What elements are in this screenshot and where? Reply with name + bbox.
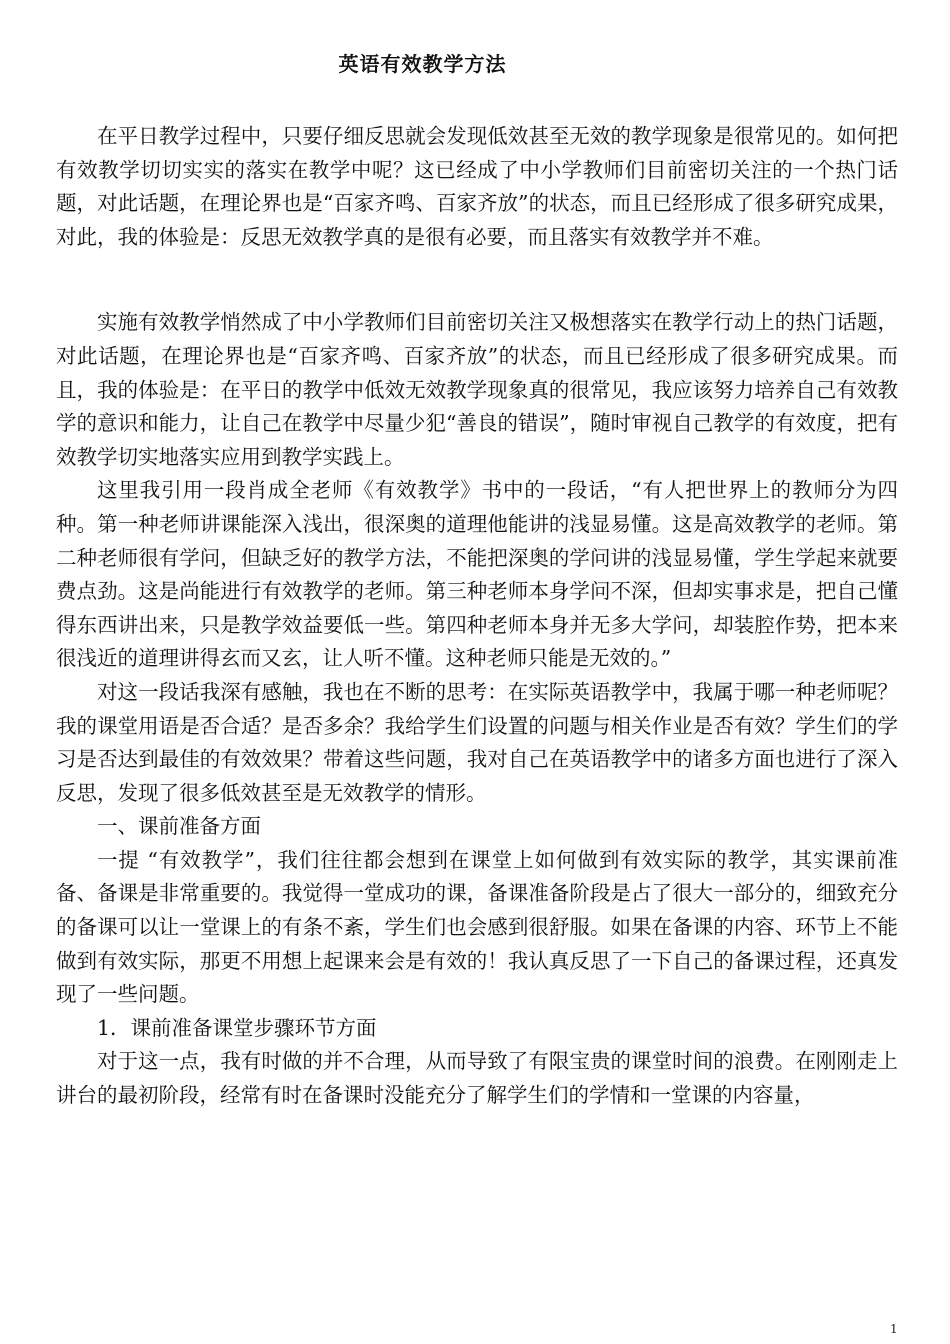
page-number: 1: [890, 1322, 898, 1336]
paragraph-preparation: 一提 “有效教学”，我们往往都会想到在课堂上如何做到有效实际的教学，其实课前准备、备课是非常重要的。我觉得一堂成功的课，备课准备阶段是占了很大一部分的，细致充分的备课可以让一堂课上的有条不紊，学生们也会感到很舒服。如果在备课的内容、环节上不能做到有效实际，那更不用想上起课来会是有效的！我认真反思了一下自己的备课过程，还真发现了一些问题。: [56, 847, 898, 1007]
paragraph-effective-teaching: 实施有效教学悄然成了中小学教师们目前密切关注又极想落实在教学行动上的热门话题，对此话题，在理论界也是“百家齐鸣、百家齐放”的状态，而且已经形成了很多研究成果。而且，我的体验是：在平日的教学中低效无效教学现象真的很常见，我应该努力培养自己有效教学的意识和能力，让自己在教学中尽量少犯“善良的错误”，随时审视自己教学的有效度，把有效教学切实地落实应用到教学实践上。: [56, 310, 898, 469]
section-heading-preparation: 一、课前准备方面: [97, 814, 261, 839]
document-body: [56, 120, 898, 1113]
paragraph-quote: 这里我引用一段肖成全老师《有效教学》书中的一段话，“有人把世界上的教师分为四种。第一种老师讲课能深入浅出，很深奥的道理他能讲的浅显易懂。这是高效教学的老师。第二种老师很有学问，但缺乏好的教学方法，不能把深奥的学问讲的浅显易懂，学生学起来就要费点劲。这是尚能进行有效教学的老师。第三种老师本身学问不深，但却实事求是，把自己懂得东西讲出来，只是教学效益要低一些。第四种老师本身并无多大学问，却装腔作势，把本来很浅近的道理讲得玄而又玄，让人听不懂。这种老师只能是无效的。”: [56, 478, 898, 671]
paragraph-reflection: 对这一段话我深有感触，我也在不断的思考：在实际英语教学中，我属于哪一种老师呢？我的课堂用语是否合适？是否多余？我给学生们设置的问题与相关作业是否有效？学生们的学习是否达到最佳的有效效果？带着这些问题，我对自己在英语教学中的诸多方面也进行了深入反思，发现了很多低效甚至是无效教学的情形。: [56, 679, 898, 805]
document-title: 英语有效教学方法: [338, 52, 507, 76]
subsection-heading-steps: 1．课前准备课堂步骤环节方面: [97, 1015, 377, 1040]
paragraph-gap: [56, 254, 898, 306]
paragraph-steps: 对于这一点，我有时做的并不合理，从而导致了有限宝贵的课堂时间的浪费。在刚刚走上讲台的最初阶段，经常有时在备课时没能充分了解学生们的学情和一堂课的内容量，: [56, 1049, 898, 1108]
paragraph-intro: 在平日教学过程中，只要仔细反思就会发现低效甚至无效的教学现象是很常见的。如何把有效教学切切实实的落实在教学中呢？这已经成了中小学教师们目前密切关注的一个热门话题，对此话题，在理论界也是“百家齐鸣、百家齐放”的状态，而且已经形成了很多研究成果，对此，我的体验是：反思无效教学真的是很有必要，而且落实有效教学并不难。: [56, 124, 898, 249]
